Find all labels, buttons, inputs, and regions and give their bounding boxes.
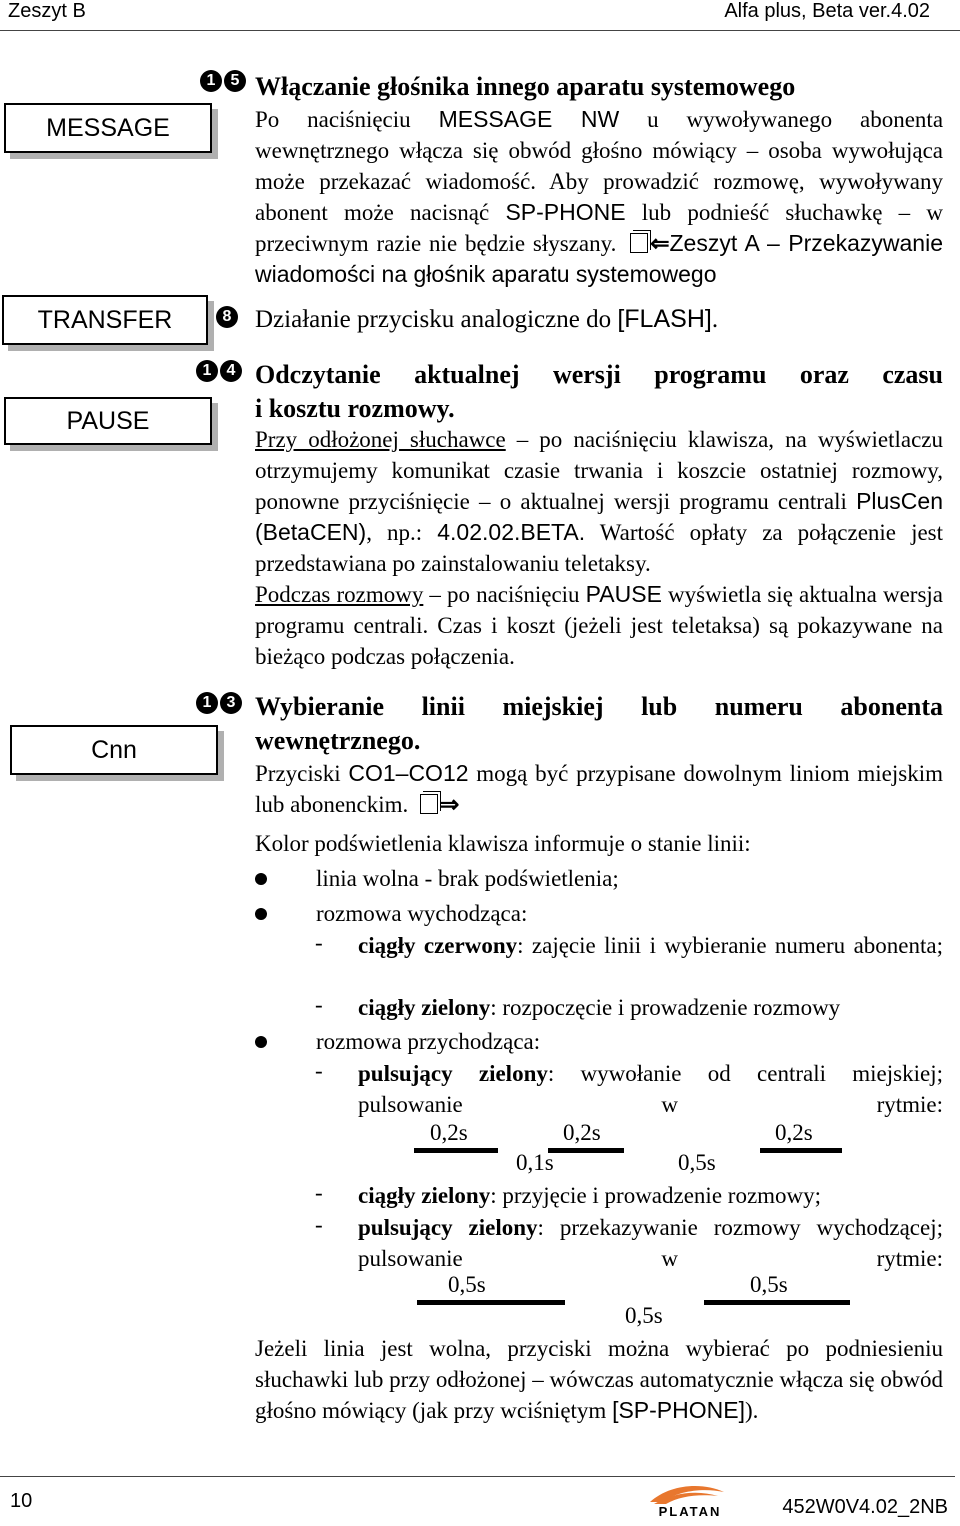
- section-number-13: 1 3: [196, 692, 244, 714]
- key-message: MESSAGE: [4, 103, 212, 153]
- section-14-body-2: Podczas rozmowy – po naciśnięciu PAUSE wyświetla się aktualna wersja programu centrali. Czas i koszt (jeżeli jest teletaksa) są pokazywane na bieżąco podczas połączenia.: [255, 581, 944, 669]
- section-number-15: 1 5: [200, 70, 248, 92]
- pulse-on-bar: [760, 1148, 842, 1153]
- section-13-final: Jeżeli linia jest wolna, przyciski można wybierać po podniesieniu słuchawki lub przy odłożonej – wówczas automatycznie włącza się obwód głośno mówiący (jak przy wciśniętym [SP-PHONE]).: [255, 1336, 943, 1423]
- dash-marker: -: [315, 1180, 323, 1205]
- section-13-title-line2: wewnętrznego.: [255, 726, 421, 755]
- section-14-title-line2: i kosztu rozmowy.: [255, 394, 455, 423]
- list-subitem: ciągły zielony: przyjęcie i prowadzenie rozmowy;: [358, 1183, 822, 1208]
- rhythm-label: 0,5s: [448, 1272, 486, 1297]
- rhythm-label: 0,2s: [775, 1120, 813, 1145]
- key-pause: PAUSE: [4, 397, 212, 445]
- section-13-color-info: Kolor podświetlenia klawisza informuje o stanie linii:: [255, 831, 751, 856]
- section-14-title-line1: Odczytanie aktualnej wersji programu oraz czasu: [255, 360, 943, 389]
- section-15-title: Włączanie głośnika innego aparatu systemowego: [255, 72, 796, 101]
- dash-marker: -: [315, 1058, 323, 1083]
- section-13-intro: Przyciski CO1–CO12 mogą być przypisane dowolnym liniom miejskim lub abonenckim. ⇒: [255, 760, 944, 817]
- list-subitem: ciągły czerwony: zajęcie linii i wybieranie numeru abonenta;: [358, 933, 943, 958]
- section-14: [255, 358, 943, 672]
- rhythm-label: 0,2s: [430, 1120, 468, 1145]
- rhythm-label: 0,5s: [625, 1303, 663, 1328]
- rhythm-label: 0,5s: [750, 1272, 788, 1297]
- list-subitem: ciągły zielony: rozpoczęcie i prowadzenie rozmowy: [358, 995, 841, 1020]
- page-number: 10: [10, 1490, 33, 1512]
- document-id: 452W0V4.02_2NB: [782, 1496, 948, 1518]
- rhythm-label: 0,5s: [678, 1150, 716, 1175]
- arrow-right-icon: ⇒: [440, 791, 460, 817]
- section-15: [255, 70, 943, 290]
- section-8: [255, 304, 943, 335]
- section-number-14: 1 4: [196, 360, 244, 382]
- svg-text:PLATAN: PLATAN: [658, 1504, 722, 1519]
- list-subitem: pulsujący zielony: wywołanie od centrali miejskiej; pulsowanie w rytmie:: [358, 1061, 943, 1117]
- section-number-8: 8: [216, 306, 240, 328]
- rhythm-label: 0,2s: [563, 1120, 601, 1145]
- section-13-title-line1: Wybieranie linii miejskiej lub numeru abonenta: [255, 692, 943, 721]
- list-item: rozmowa wychodząca:: [316, 901, 528, 926]
- document-ref-icon: [420, 794, 438, 814]
- bullet-icon: [255, 1036, 267, 1048]
- document-ref-icon: [630, 233, 648, 253]
- dash-marker: -: [315, 992, 323, 1017]
- footer-divider: [0, 1476, 955, 1477]
- bullet-icon: [255, 908, 267, 920]
- key-transfer: TRANSFER: [2, 295, 208, 345]
- bullet-icon: [255, 873, 267, 885]
- key-cnn: Cnn: [10, 725, 218, 775]
- header-right: Alfa plus, Beta ver.4.02: [724, 0, 930, 22]
- logo-swoosh-icon: [640, 1478, 740, 1520]
- section-14-body: Przy odłożonej słuchawce – po naciśnięciu klawisza, na wyświetlaczu otrzymujemy komunikat czasie trwania i koszcie ostatniej rozmowy, ponowne przyciśnięcie – o aktualnej wersji programu centrali PlusCen (BetaCEN), np.: 4.02.02.BETA. Wartość opłaty za połączenie jest przedstawiana po zainstalowaniu teletaksy.: [255, 427, 944, 576]
- list-item: rozmowa przychodząca:: [316, 1029, 541, 1054]
- rhythm-label: 0,1s: [516, 1150, 554, 1175]
- arrow-left-icon: ⇐: [650, 230, 670, 256]
- pulse-on-bar: [548, 1148, 624, 1153]
- section-8-body: Działanie przycisku analogiczne do [FLASH].: [255, 305, 719, 333]
- dash-marker: -: [315, 930, 323, 955]
- platan-logo: [640, 1478, 740, 1520]
- pulse-on-bar: [704, 1300, 850, 1305]
- list-subitem: pulsujący zielony: przekazywanie rozmowy wychodzącej; pulsowanie w rytmie:: [358, 1215, 943, 1271]
- header-divider: [0, 30, 960, 31]
- dash-marker: -: [315, 1212, 323, 1237]
- section-15-body: Po naciśnięciu MESSAGE NW u wywoływanego abonenta wewnętrznego włącza się obwód głośno mówiący – osoba wywołująca może przekazać wiadomość. Aby prowadzić rozmowę, wywoływany abonent może nacisnąć SP-PHONE lub podnieść słuchawkę – w przeciwnym razie nie będzie słyszany. ⇐Zeszyt A – Przekazywanie wiadomości na głośnik aparatu systemowego: [255, 106, 944, 287]
- section-13: [255, 690, 943, 859]
- list-item: linia wolna - brak podświetlenia;: [316, 866, 619, 891]
- pulse-on-bar: [417, 1300, 565, 1305]
- pulse-on-bar: [414, 1148, 498, 1153]
- header-left: Zeszyt B: [8, 0, 86, 22]
